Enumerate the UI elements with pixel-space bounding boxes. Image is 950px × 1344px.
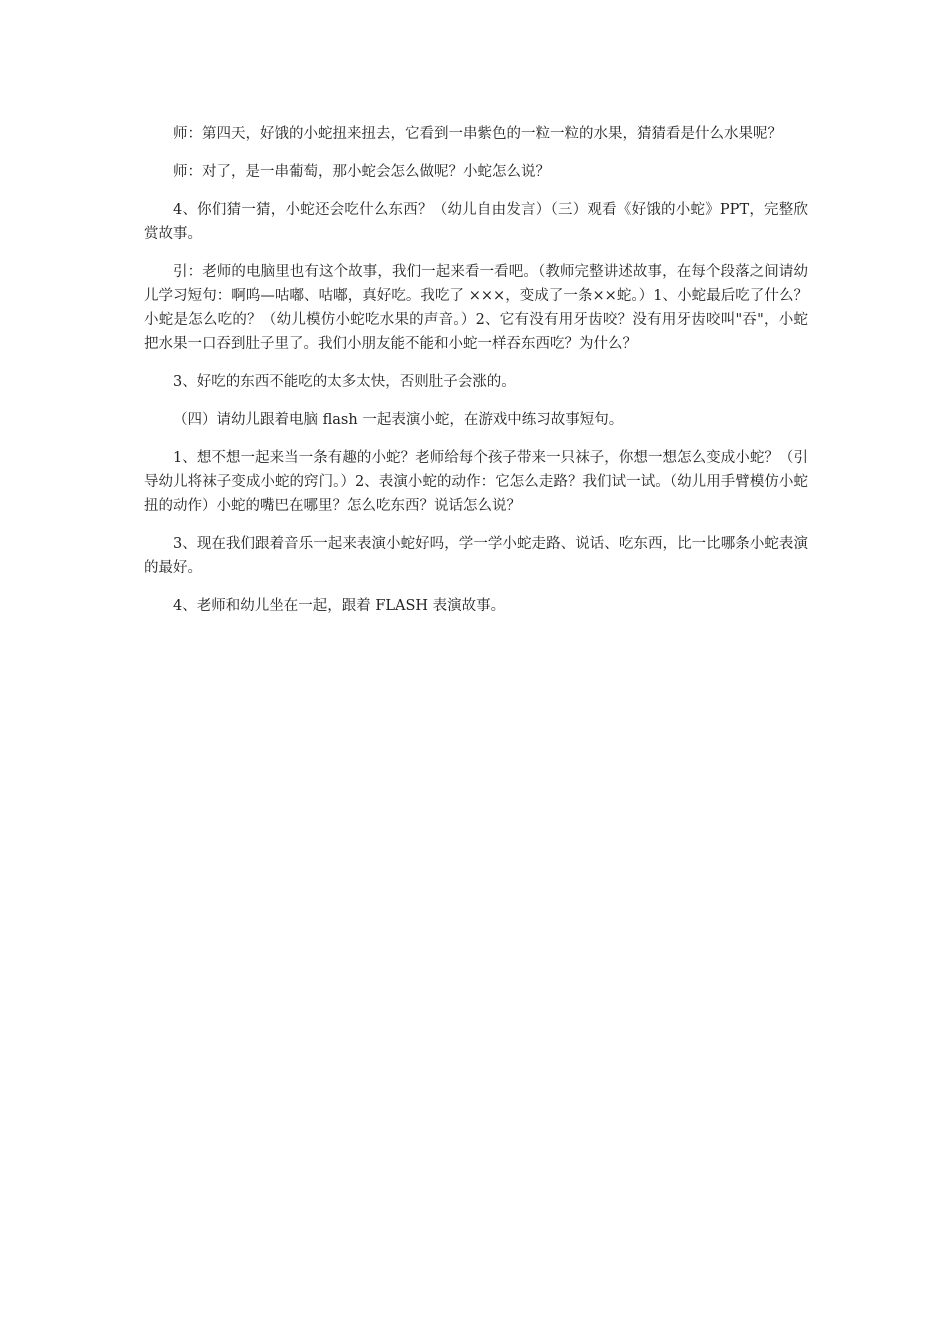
paragraph: 师：第四天，好饿的小蛇扭来扭去，它看到一串紫色的一粒一粒的水果，猜猜看是什么水果呢？	[173, 126, 782, 142]
paragraph: 1、想不想一起来当一条有趣的小蛇？老师给每个孩子带来一只袜子，你想一想怎么变成小蛇？（引导幼儿将袜子变成小蛇的窍门。）2、表演小蛇的动作：它怎么走路？我们试一试。（幼儿用手臂模仿小蛇扭的动作）小蛇的嘴巴在哪里？怎么吃东西？说话怎么说？	[144, 450, 808, 514]
paragraph: 4、老师和幼儿坐在一起，跟着 FLASH 表演故事。	[173, 598, 506, 614]
paragraph: 引：老师的电脑里也有这个故事，我们一起来看一看吧。（教师完整讲述故事，在每个段落之间请幼儿学习短句：啊呜—咕嘟、咕嘟，真好吃。我吃了 ×××，变成了一条××蛇。）1、小蛇最后吃了什么？小蛇是怎么吃的？（幼儿模仿小蛇吃水果的声音。）2、它有没有用牙齿咬？没有用牙齿咬叫"吞"，小蛇把水果一口吞到肚子里了。我们小朋友能不能和小蛇一样吞东西吃？为什么？	[144, 264, 808, 352]
paragraph: 师：对了，是一串葡萄，那小蛇会怎么做呢？小蛇怎么说？	[173, 164, 550, 180]
paragraph: 4、你们猜一猜，小蛇还会吃什么东西？（幼儿自由发言）（三）观看《好饿的小蛇》PPT，完整欣赏故事。	[144, 202, 808, 242]
paragraph: （四）请幼儿跟着电脑 flash 一起表演小蛇，在游戏中练习故事短句。	[173, 412, 624, 428]
document-body	[144, 122, 808, 632]
paragraph: 3、现在我们跟着音乐一起来表演小蛇好吗，学一学小蛇走路、说话、吃东西，比一比哪条小蛇表演的最好。	[144, 536, 808, 576]
paragraph: 3、好吃的东西不能吃的太多太快，否则肚子会涨的。	[173, 374, 516, 390]
